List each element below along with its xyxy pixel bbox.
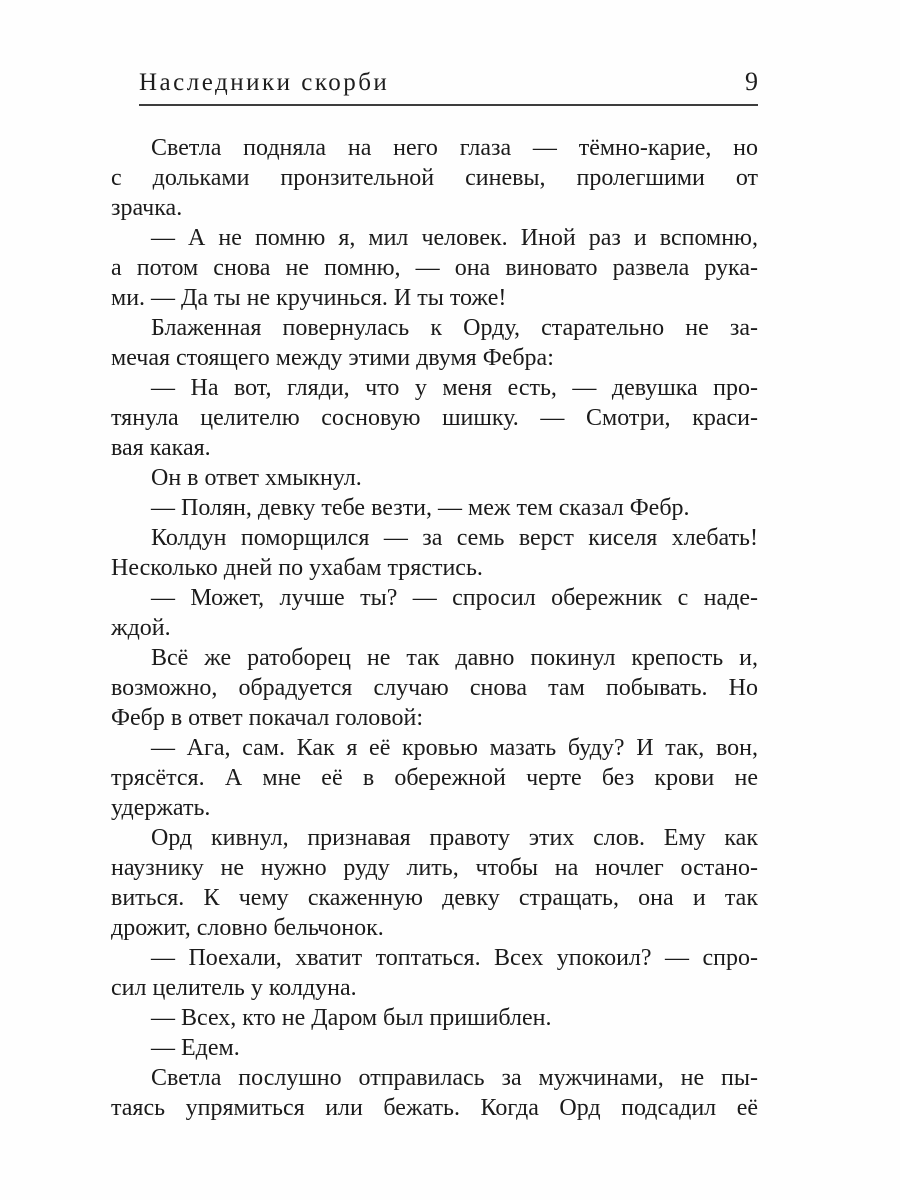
paragraph xyxy=(111,823,758,943)
text-line: зрачка. xyxy=(111,195,183,221)
text-line: с дольками пронзительной синевы, пролегшими от xyxy=(111,165,758,191)
text-line: Блаженная повернулась к Орду, старательно не за- xyxy=(151,315,758,341)
text-line: наузнику не нужно руду лить, чтобы на ночлег остано- xyxy=(111,855,758,881)
paragraph xyxy=(111,373,758,463)
text-line: Он в ответ хмыкнул. xyxy=(151,465,362,491)
text-line: Всё же ратоборец не так давно покинул крепость и, xyxy=(151,645,758,671)
paragraph xyxy=(111,133,758,223)
text-line: — Полян, девку тебе везти, — меж тем сказал Фебр. xyxy=(151,495,690,521)
paragraph xyxy=(111,313,758,373)
paragraph xyxy=(111,1063,758,1123)
paragraph xyxy=(111,1033,758,1063)
text-line: — Может, лучше ты? — спросил обережник с наде- xyxy=(151,585,758,611)
paragraph xyxy=(111,1003,758,1033)
text-line: ждой. xyxy=(111,615,171,641)
text-line: вая какая. xyxy=(111,435,211,461)
running-head-title: Наследники скорби xyxy=(139,69,390,96)
text-line: трясётся. А мне её в обережной черте без крови не xyxy=(111,765,758,791)
paragraph xyxy=(111,583,758,643)
body-text xyxy=(111,133,758,1123)
paragraph xyxy=(111,733,758,823)
text-line: а потом снова не помню, — она виновато развела рука- xyxy=(111,255,758,281)
text-line: — Поехали, хватит топтаться. Всех упокоил? — спро- xyxy=(151,945,758,971)
paragraph xyxy=(111,643,758,733)
text-line: мечая стоящего между этими двумя Фебра: xyxy=(111,345,554,371)
text-line: дрожит, словно бельчонок. xyxy=(111,915,384,941)
paragraph xyxy=(111,223,758,313)
text-line: Фебр в ответ покачал головой: xyxy=(111,705,423,731)
text-line: удержать. xyxy=(111,795,211,821)
paragraph xyxy=(111,943,758,1003)
text-line: ми. — Да ты не кручинься. И ты тоже! xyxy=(111,285,507,311)
page-number: 9 xyxy=(745,67,758,96)
text-line: — Ага, сам. Как я её кровью мазать буду? И так, вон, xyxy=(151,735,758,761)
paragraph xyxy=(111,523,758,583)
text-line: — А не помню я, мил человек. Иной раз и вспомню, xyxy=(151,225,758,251)
text-line: Светла подняла на него глаза — тёмно-карие, но xyxy=(151,135,758,161)
text-line: Колдун поморщился — за семь верст киселя хлебать! xyxy=(151,525,758,551)
text-line: тянула целителю сосновую шишку. — Смотри, краси- xyxy=(111,405,758,431)
text-line: — На вот, гляди, что у меня есть, — девушка про- xyxy=(151,375,758,401)
text-line: виться. К чему скаженную девку стращать, она и так xyxy=(111,885,758,911)
text-line: сил целитель у колдуна. xyxy=(111,975,357,1001)
text-line: возможно, обрадуется случаю снова там побывать. Но xyxy=(111,675,758,701)
text-line: Несколько дней по ухабам трястись. xyxy=(111,555,483,581)
paragraph xyxy=(111,463,758,493)
text-line: таясь упрямиться или бежать. Когда Орд подсадил её xyxy=(111,1095,758,1121)
text-line: — Всех, кто не Даром был пришиблен. xyxy=(151,1005,552,1031)
page-header xyxy=(139,69,758,106)
paragraph xyxy=(111,493,758,523)
text-line: — Едем. xyxy=(151,1035,240,1061)
text-line: Светла послушно отправилась за мужчинами, не пы- xyxy=(151,1065,758,1091)
text-line: Орд кивнул, признавая правоту этих слов. Ему как xyxy=(151,825,758,851)
